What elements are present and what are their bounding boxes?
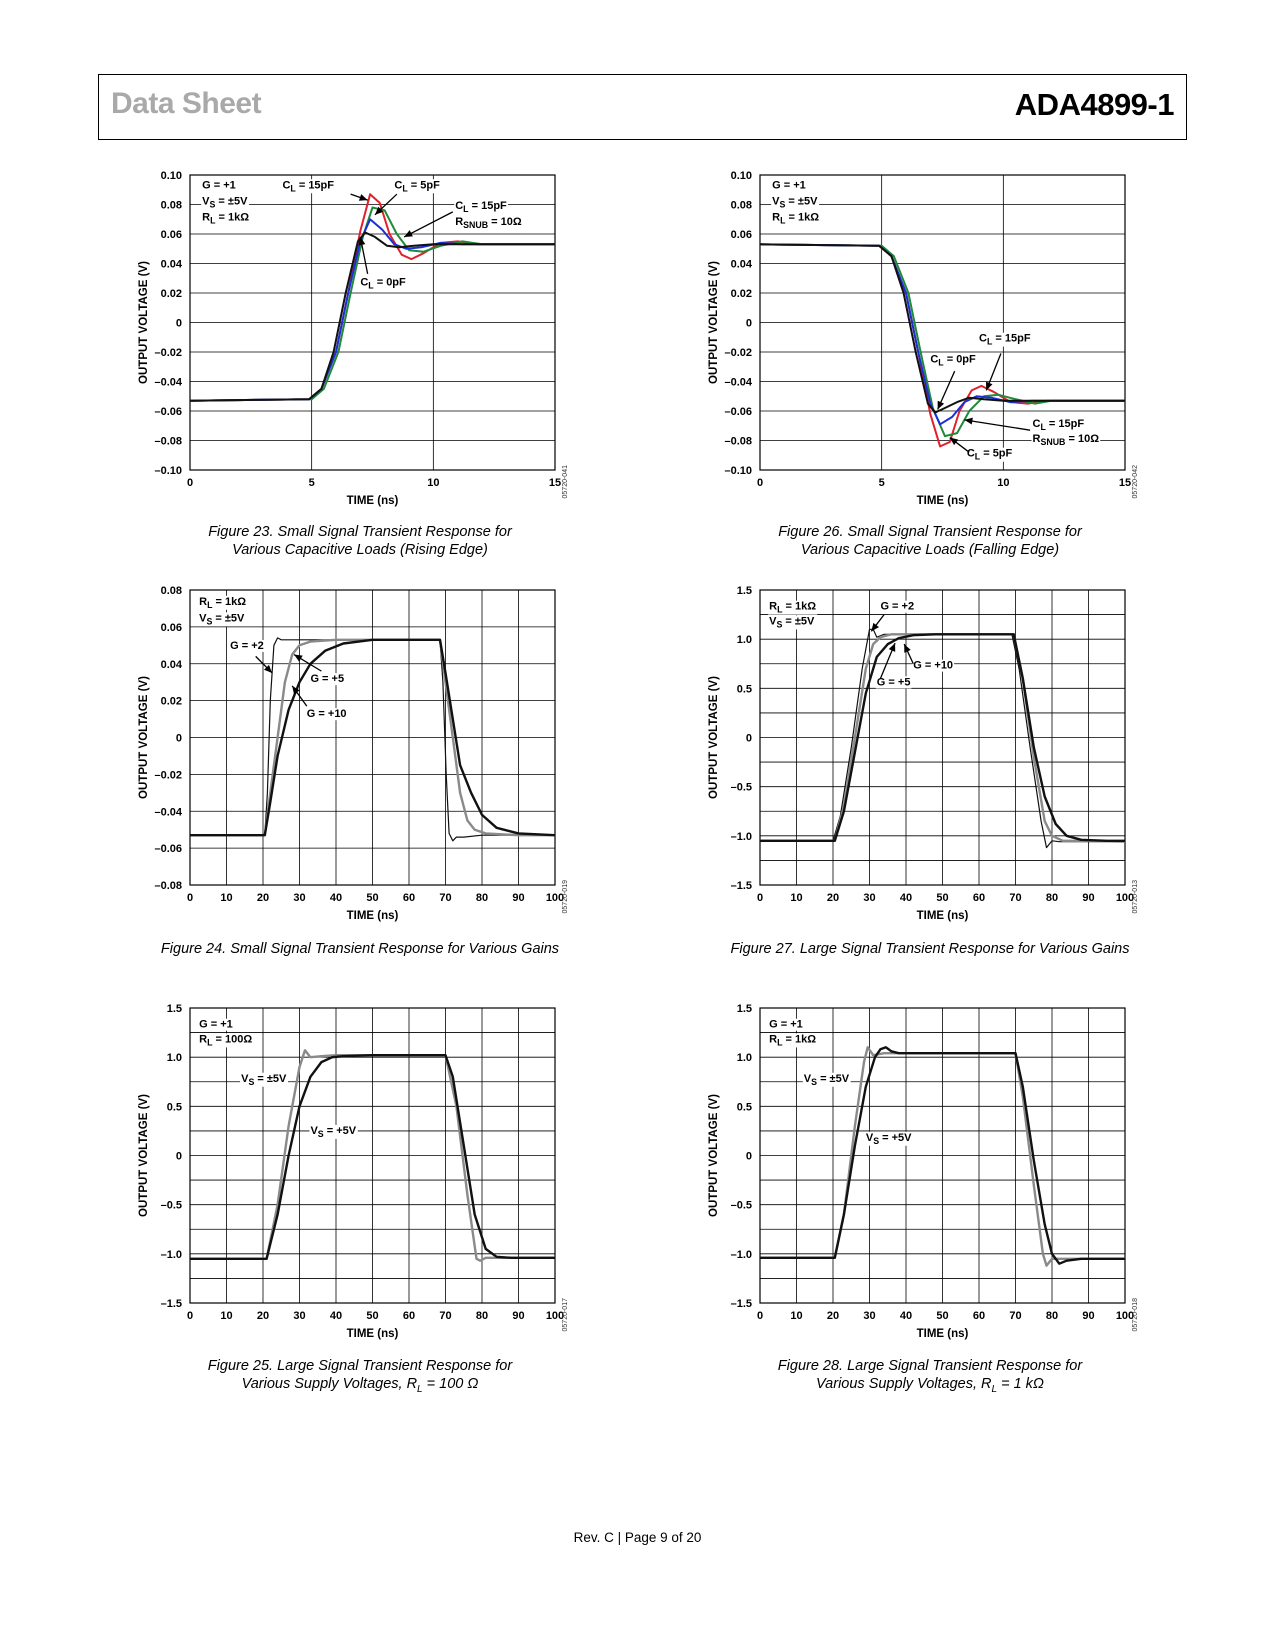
- x-tick-label: 40: [899, 1310, 913, 1322]
- y-tick-label: 1.5: [166, 1003, 182, 1015]
- x-tick-label: 40: [329, 892, 343, 904]
- annotation-label: RL = 100Ω: [199, 1033, 253, 1048]
- y-tick-label: 1.0: [736, 1052, 752, 1065]
- series-line-4: [760, 244, 1125, 412]
- figure-25-chart: [135, 993, 575, 1343]
- caption-line: Various Supply Voltages, $R_L = 1$ kΩ: [816, 1376, 1044, 1395]
- y-tick-label: –0.5: [160, 1199, 182, 1212]
- x-axis-label: TIME (ns): [916, 495, 969, 507]
- y-tick-label: –0.04: [154, 806, 182, 819]
- x-tick-label: 5: [308, 477, 315, 489]
- x-axis-label: TIME (ns): [916, 1328, 969, 1340]
- y-tick-label: 0: [175, 732, 182, 745]
- y-tick-label: 0: [745, 732, 752, 745]
- y-tick-label: –0.10: [154, 465, 182, 477]
- annotation-label: RL = 1kΩ: [772, 211, 820, 226]
- x-tick-label: 0: [756, 1310, 764, 1322]
- figure-26-caption: [720, 523, 1140, 559]
- y-tick-label: 0: [175, 1150, 182, 1163]
- y-tick-label: 1.0: [736, 634, 752, 647]
- x-tick-label: 10: [790, 1310, 803, 1322]
- x-tick-label: 0: [186, 892, 194, 904]
- annotation-label: G = +5: [310, 673, 345, 686]
- y-tick-label: –0.5: [730, 781, 752, 794]
- x-tick-label: 100: [545, 1310, 565, 1322]
- x-tick-label: 80: [475, 892, 489, 904]
- y-tick-label: 0.06: [160, 621, 182, 634]
- y-tick-label: 1.5: [736, 1003, 752, 1015]
- annotation-label: G = +5: [876, 676, 911, 689]
- x-tick-label: 30: [293, 892, 306, 904]
- x-tick-label: 5: [878, 477, 885, 489]
- y-tick-label: –0.02: [154, 769, 182, 782]
- y-tick-label: 0.5: [166, 1101, 182, 1114]
- annotation-label: G = +2: [880, 600, 915, 613]
- chart-svg: [135, 160, 575, 505]
- chart-svg: [135, 993, 575, 1338]
- header-left-title: Data Sheet: [111, 87, 262, 120]
- x-axis-label: TIME (ns): [916, 910, 969, 922]
- y-axis-label: OUTPUT VOLTAGE (V): [708, 1094, 720, 1217]
- y-tick-label: –1.5: [730, 1298, 752, 1310]
- x-tick-label: 70: [439, 892, 452, 904]
- y-tick-label: 0.08: [160, 585, 182, 597]
- x-tick-label: 0: [186, 1310, 194, 1322]
- chart-svg: [705, 993, 1145, 1338]
- y-tick-label: –0.10: [724, 465, 752, 477]
- y-tick-label: 0.10: [730, 170, 752, 182]
- arrow-head: [294, 655, 303, 662]
- annotation-label: G = +10: [913, 659, 954, 672]
- y-tick-label: 0.02: [160, 695, 182, 708]
- y-axis-label: OUTPUT VOLTAGE (V): [708, 261, 720, 384]
- annotation-label: G = +1: [772, 179, 806, 192]
- annotation-label: G = +2: [230, 640, 264, 652]
- x-tick-label: 30: [863, 892, 876, 904]
- x-tick-label: 0: [186, 477, 194, 489]
- annotation-label: VS = ±5V: [202, 195, 248, 210]
- caption-line: Figure 25. Large Signal Transient Response for: [207, 1358, 513, 1374]
- annotation-label: CL = 15pF: [1032, 418, 1085, 433]
- y-tick-label: –1.0: [730, 1248, 752, 1261]
- y-tick-label: 0.5: [736, 683, 752, 696]
- annotation-label: RL = 1kΩ: [202, 211, 250, 226]
- caption-line: Various Supply Voltages, $R_L = 100$ Ω: [241, 1376, 479, 1395]
- x-tick-label: 10: [790, 892, 803, 904]
- x-tick-label: 50: [936, 892, 949, 904]
- x-tick-label: 60: [402, 892, 416, 904]
- y-axis-label: OUTPUT VOLTAGE (V): [138, 261, 150, 384]
- annotation-label: VS = ±5V: [199, 612, 245, 627]
- y-tick-label: 0.02: [730, 288, 752, 300]
- y-tick-label: –0.08: [724, 435, 752, 448]
- annotation-label: CL = 15pF: [979, 332, 1031, 347]
- y-tick-label: 1.5: [736, 585, 752, 597]
- figure-code: 05720-019: [562, 880, 569, 914]
- x-tick-label: 80: [1045, 1310, 1059, 1322]
- caption-line: Various Capacitive Loads (Falling Edge): [800, 542, 1060, 558]
- figure-27-caption: [700, 940, 1160, 958]
- x-tick-label: 0: [756, 892, 764, 904]
- caption-line: Various Capacitive Loads (Rising Edge): [232, 542, 488, 558]
- figure-26-chart: [705, 160, 1145, 510]
- figure-code: 05720-017: [562, 1298, 569, 1332]
- x-tick-label: 20: [256, 892, 270, 904]
- series-line-2: [760, 244, 1125, 436]
- annotation-label: RSNUB = 10Ω: [455, 216, 522, 231]
- y-tick-label: 1.0: [166, 1052, 182, 1065]
- figure-23-chart: [135, 160, 575, 510]
- x-tick-label: 30: [863, 1310, 876, 1322]
- figure-25-caption: [150, 1357, 570, 1399]
- annotation-label: G = +1: [199, 1018, 233, 1031]
- x-tick-label: 100: [1115, 892, 1135, 904]
- y-tick-label: 0.5: [736, 1101, 752, 1114]
- annotation-label: RL = 1kΩ: [769, 600, 817, 615]
- y-tick-label: –0.06: [154, 843, 182, 856]
- y-tick-label: –0.02: [154, 347, 182, 359]
- annotation-label: RSNUB = 10Ω: [1032, 432, 1100, 447]
- x-tick-label: 100: [545, 892, 565, 904]
- y-tick-label: –0.04: [724, 376, 752, 389]
- annotation-label: CL = 0pF: [930, 353, 976, 368]
- y-tick-label: 0.02: [160, 288, 182, 300]
- annotation-label: VS = ±5V: [772, 195, 818, 210]
- figure-code: 05720-018: [1132, 1298, 1139, 1332]
- figure-24-caption: [130, 940, 590, 958]
- page-header: [98, 74, 1187, 140]
- x-tick-label: 20: [826, 1310, 840, 1322]
- x-tick-label: 90: [1082, 892, 1095, 904]
- series-line-1: [760, 244, 1125, 446]
- x-tick-label: 15: [1118, 477, 1132, 489]
- x-tick-label: 50: [936, 1310, 949, 1322]
- caption-line: Figure 27. Large Signal Transient Response for Various Gains: [730, 941, 1130, 957]
- x-tick-label: 10: [220, 892, 233, 904]
- y-axis-label: OUTPUT VOLTAGE (V): [138, 676, 150, 799]
- figure-24-chart: [135, 575, 575, 925]
- x-axis-label: TIME (ns): [346, 1328, 399, 1340]
- y-tick-label: 0.08: [730, 199, 752, 212]
- x-tick-label: 90: [512, 1310, 525, 1322]
- annotation-label: VS = +5V: [865, 1131, 912, 1146]
- x-tick-label: 70: [439, 1310, 452, 1322]
- figure-28-chart: [705, 993, 1145, 1343]
- arrow-head: [359, 194, 368, 201]
- series-line-3: [190, 219, 555, 400]
- x-tick-label: 90: [1082, 1310, 1095, 1322]
- annotation-label: CL = 15pF: [455, 199, 507, 214]
- x-tick-label: 10: [997, 477, 1010, 489]
- chart-svg: [705, 575, 1145, 920]
- caption-line: Figure 23. Small Signal Transient Response for: [208, 524, 512, 540]
- annotation-arrow: [964, 420, 1030, 430]
- annotation-label: G = +1: [769, 1018, 803, 1031]
- x-tick-label: 20: [256, 1310, 270, 1322]
- x-tick-label: 30: [293, 1310, 306, 1322]
- annotation-label: RL = 1kΩ: [769, 1033, 817, 1048]
- x-tick-label: 0: [756, 477, 764, 489]
- x-tick-label: 50: [366, 892, 379, 904]
- x-tick-label: 70: [1009, 892, 1022, 904]
- annotation-label: CL = 15pF: [282, 179, 335, 194]
- x-tick-label: 70: [1009, 1310, 1022, 1322]
- y-tick-label: 0.04: [160, 258, 182, 271]
- figure-27-chart: [705, 575, 1145, 925]
- annotation-label: VS = ±5V: [769, 615, 815, 630]
- arrow-head: [871, 623, 879, 631]
- chart-svg: [135, 575, 575, 920]
- chart-svg: [705, 160, 1145, 505]
- y-tick-label: –0.08: [154, 435, 182, 448]
- page-footer: Rev. C | Page 9 of 20: [573, 1530, 702, 1545]
- x-tick-label: 40: [899, 892, 913, 904]
- y-tick-label: –1.5: [730, 880, 752, 892]
- figure-code: 05720-013: [1132, 880, 1139, 914]
- x-tick-label: 20: [826, 892, 840, 904]
- x-tick-label: 50: [366, 1310, 379, 1322]
- header-part-number: ADA4899-1: [1014, 87, 1174, 122]
- y-tick-label: –1.0: [160, 1248, 182, 1261]
- y-tick-label: 0: [175, 317, 182, 330]
- figure-code: 05720-042: [1132, 465, 1139, 499]
- annotation-label: G = +10: [306, 708, 347, 721]
- annotation-label: RL = 1kΩ: [199, 595, 247, 610]
- caption-line: Figure 26. Small Signal Transient Response for: [778, 524, 1082, 540]
- series-line-4: [190, 233, 555, 401]
- y-tick-label: 0.08: [160, 199, 182, 212]
- annotation-label: VS = +5V: [310, 1124, 357, 1139]
- x-tick-label: 60: [972, 892, 986, 904]
- y-tick-label: –0.04: [154, 376, 182, 389]
- figure-code: 05720-041: [562, 465, 569, 499]
- y-axis-label: OUTPUT VOLTAGE (V): [708, 676, 720, 799]
- y-tick-label: 0.06: [730, 229, 752, 241]
- y-axis-label: OUTPUT VOLTAGE (V): [138, 1094, 150, 1217]
- annotation-arrow: [404, 212, 453, 237]
- x-tick-label: 10: [427, 477, 440, 489]
- y-tick-label: –0.02: [724, 347, 752, 359]
- x-tick-label: 15: [548, 477, 562, 489]
- y-tick-label: –1.0: [730, 830, 752, 843]
- y-tick-label: –1.5: [160, 1298, 182, 1310]
- arrow-head: [950, 438, 958, 446]
- caption-line: Figure 28. Large Signal Transient Response for: [777, 1358, 1083, 1374]
- annotation-label: G = +1: [202, 179, 236, 192]
- x-tick-label: 60: [972, 1310, 986, 1322]
- annotation-label: VS = ±5V: [241, 1072, 287, 1087]
- annotation-label: CL = 5pF: [394, 179, 440, 194]
- y-tick-label: –0.08: [154, 880, 182, 892]
- y-tick-label: 0.06: [160, 229, 182, 241]
- y-tick-label: 0: [745, 317, 752, 330]
- y-tick-label: –0.06: [154, 406, 182, 418]
- figure-23-caption: [150, 523, 570, 559]
- x-tick-label: 80: [1045, 892, 1059, 904]
- caption-line: Figure 24. Small Signal Transient Response for Various Gains: [160, 941, 560, 957]
- y-tick-label: –0.06: [724, 406, 752, 418]
- y-tick-label: 0.04: [730, 258, 752, 271]
- x-tick-label: 90: [512, 892, 525, 904]
- x-tick-label: 10: [220, 1310, 233, 1322]
- x-tick-label: 100: [1115, 1310, 1135, 1322]
- y-tick-label: –0.5: [730, 1199, 752, 1212]
- x-tick-label: 40: [329, 1310, 343, 1322]
- x-axis-label: TIME (ns): [346, 495, 399, 507]
- x-axis-label: TIME (ns): [346, 910, 399, 922]
- y-tick-label: 0.10: [160, 170, 182, 182]
- annotation-label: CL = 0pF: [360, 276, 406, 291]
- y-tick-label: 0.04: [160, 658, 182, 671]
- annotation-label: VS = ±5V: [803, 1072, 850, 1087]
- y-tick-label: 0: [745, 1150, 752, 1163]
- x-tick-label: 80: [475, 1310, 489, 1322]
- figure-28-caption: [720, 1357, 1140, 1399]
- x-tick-label: 60: [402, 1310, 416, 1322]
- annotation-label: CL = 5pF: [966, 447, 1013, 462]
